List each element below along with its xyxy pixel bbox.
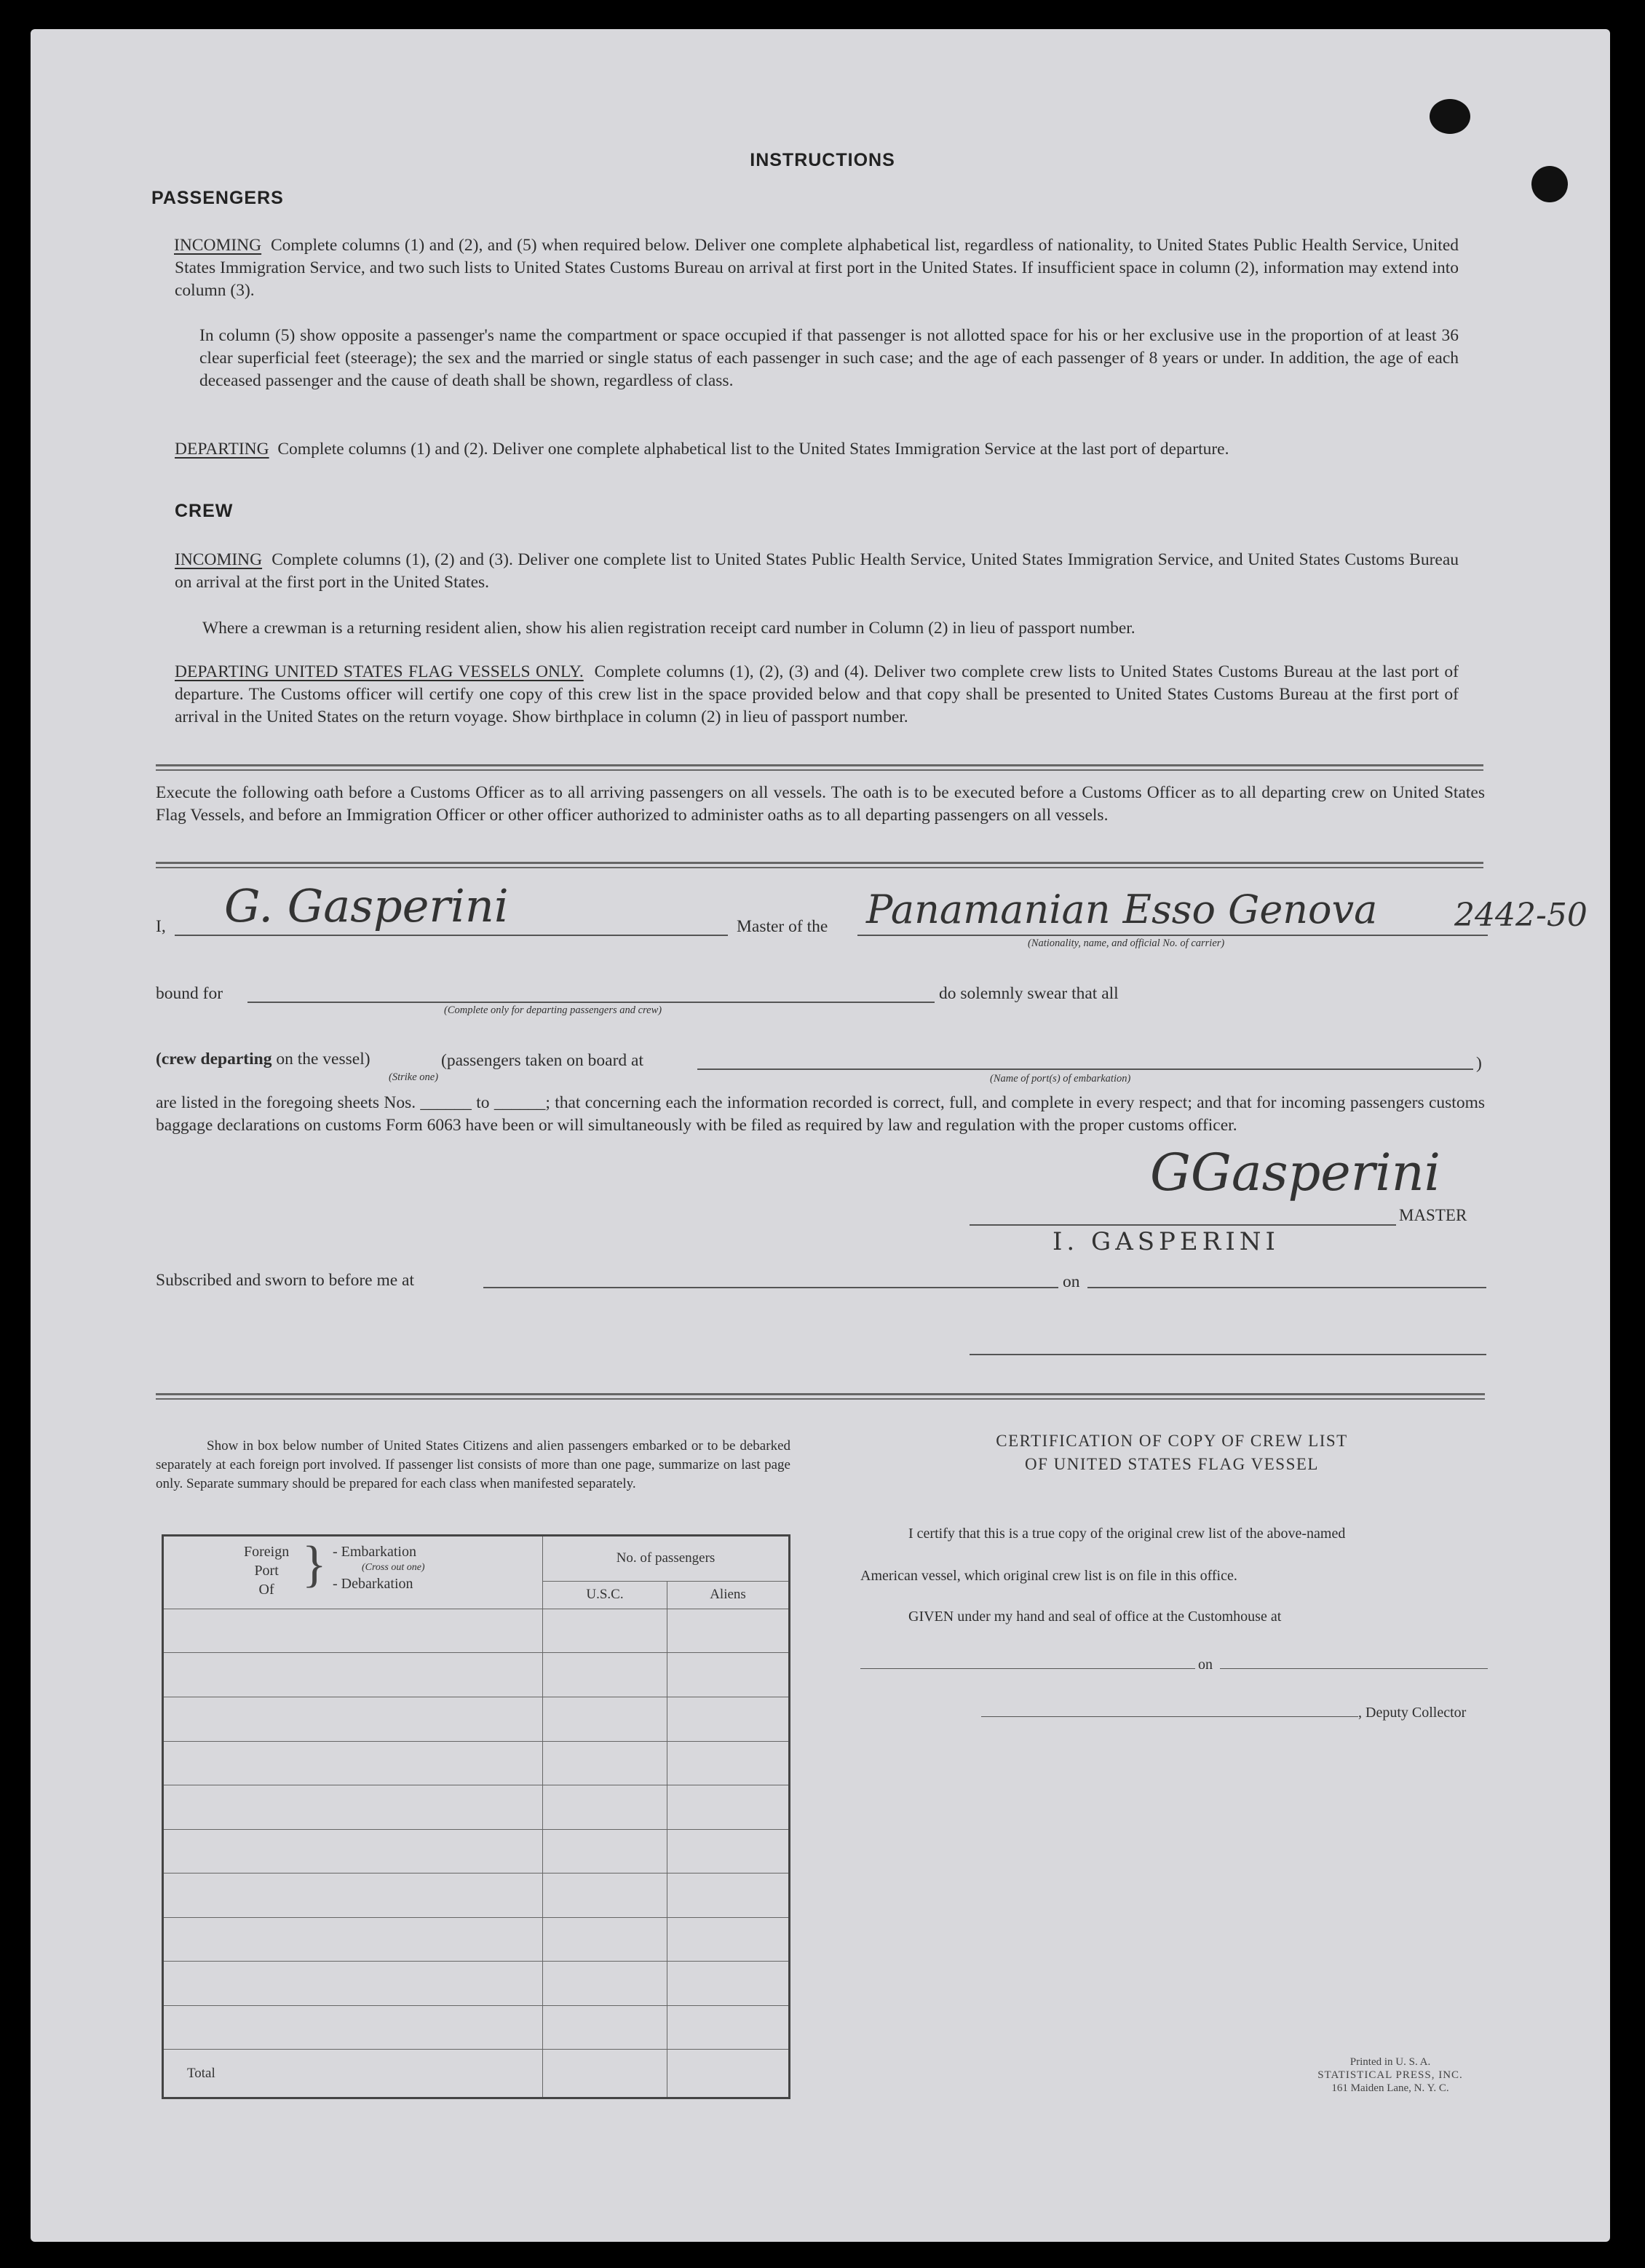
- crew-departing-strike: [156, 1048, 370, 1071]
- usc-cell[interactable]: [543, 1962, 667, 2006]
- subscribed-place-line: [483, 1287, 1058, 1288]
- certification-title: [859, 1430, 1485, 1476]
- table-row: [163, 1785, 790, 1830]
- port-cell[interactable]: [163, 1829, 543, 1874]
- usc-cell[interactable]: [543, 2005, 667, 2050]
- certification-title-line2: OF UNITED STATES FLAG VESSEL: [1025, 1455, 1319, 1473]
- passengers-departing-label: DEPARTING: [175, 440, 269, 459]
- table-row: [163, 1962, 790, 2006]
- passenger-summary-table: [162, 1534, 790, 2099]
- crew-departing-text: Complete columns (1), (2), (3) and (4). Deliver two complete crew lists to United States Customs Bureau at the last port of departure. The Customs officer will certify one copy of this crew list in the space provided below and that copy shall be presented to United States Customs Bureau at the first port of arrival in the United States on the return voyage. Show birthplace in column (2) in lieu of passport number.: [175, 662, 1459, 726]
- crew-resident-paragraph: Where a crewman is a returning resident alien, show his alien registration receipt card number in Column (2) in lieu of passport number.: [202, 619, 1135, 638]
- aliens-cell[interactable]: [667, 1609, 790, 1653]
- oath-intro: Execute the following oath before a Customs Officer as to all arriving passengers on all vessels. The oath is to be executed before a Customs Officer as to all departing crew on United States Flag Vessels, and before an Immigration Officer or other officer authorized to administer oaths as to all departing passengers on all vessels.: [156, 783, 1485, 825]
- total-row: [163, 2050, 790, 2098]
- foreign-port-header: Foreign Port Of } - Embarkation (Cross out one) - Debarkation: [163, 1536, 543, 1609]
- aliens-cell[interactable]: [667, 2005, 790, 2050]
- swear-label: do solemnly swear that all: [939, 984, 1119, 1003]
- usc-cell[interactable]: [543, 1653, 667, 1697]
- ports-caption: (Name of port(s) of embarkation): [990, 1073, 1131, 1085]
- passengers-heading: PASSENGERS: [151, 188, 284, 208]
- master-label: MASTER: [1399, 1206, 1467, 1224]
- close-paren: ): [1476, 1054, 1482, 1073]
- usc-cell[interactable]: [543, 1829, 667, 1874]
- port-label: Port: [254, 1563, 279, 1579]
- ink-blot: [1531, 166, 1568, 202]
- total-label: Total: [163, 2050, 543, 2098]
- subscribed-date-line: [1087, 1287, 1486, 1288]
- table-row: [163, 1653, 790, 1697]
- ink-blot: [1430, 99, 1470, 134]
- port-cell[interactable]: [163, 1874, 543, 1918]
- port-cell[interactable]: [163, 2005, 543, 2050]
- table-row: [163, 1609, 790, 1653]
- printer-line3: 161 Maiden Lane, N. Y. C.: [1331, 2082, 1449, 2094]
- table-row: [163, 1741, 790, 1785]
- instructions-title: INSTRUCTIONS: [750, 150, 895, 170]
- deputy-collector-line: [981, 1716, 1358, 1717]
- foreign-label: Foreign: [244, 1544, 290, 1560]
- printer-imprint: [1237, 2055, 1543, 2095]
- passengers-departing-text: Complete columns (1) and (2). Deliver one complete alphabetical list to the United States Immigration Service at the last port of departure.: [277, 440, 1229, 459]
- port-cell[interactable]: [163, 1741, 543, 1785]
- table-row: [163, 1697, 790, 1742]
- port-cell[interactable]: [163, 1653, 543, 1697]
- deputy-collector-label: , Deputy Collector: [1358, 1705, 1467, 1721]
- printed-name-handwritten: I. GASPERINI: [1053, 1227, 1280, 1256]
- divider: [156, 862, 1483, 868]
- certification-date-line: [1220, 1668, 1488, 1669]
- crew-incoming-label: INCOMING: [175, 550, 263, 569]
- aliens-cell[interactable]: [667, 1829, 790, 1874]
- port-cell[interactable]: [163, 1697, 543, 1742]
- listed-paragraph: are listed in the foregoing sheets Nos. ______ to ______; that concerning each the information recorded is correct, full, and complete in every respect; and that for incoming passengers customs baggage declarations on customs Form 6063 have been or will simultaneously with be filed as required by law and regulation with the proper customs officer.: [156, 1093, 1485, 1135]
- passengers-incoming-label: INCOMING: [174, 236, 262, 255]
- usc-cell[interactable]: [543, 1917, 667, 1962]
- total-usc-cell[interactable]: [543, 2050, 667, 2098]
- master-signature-line: [970, 1224, 1396, 1226]
- embarkation-label: - Embarkation: [333, 1544, 416, 1560]
- no-passengers-header: No. of passengers: [543, 1536, 790, 1582]
- table-row: [163, 2005, 790, 2050]
- total-aliens-cell[interactable]: [667, 2050, 790, 2098]
- usc-cell[interactable]: [543, 1609, 667, 1653]
- usc-cell[interactable]: [543, 1785, 667, 1830]
- printer-line1: Printed in U. S. A.: [1349, 2056, 1431, 2068]
- divider: [156, 764, 1483, 771]
- cross-out-label: (Cross out one): [362, 1562, 425, 1573]
- master-name-line: [175, 935, 728, 936]
- aliens-cell[interactable]: [667, 1962, 790, 2006]
- officer-signature-line: [970, 1354, 1486, 1355]
- bound-for-label: bound for: [156, 984, 223, 1003]
- certification-title-line1: CERTIFICATION OF COPY OF CREW LIST: [996, 1432, 1348, 1450]
- passenger-box-instructions: Show in box below number of United States Citizens and alien passengers embarked or to be debarked separately at each foreign port involved. If passenger list consists of more than one page, summarize on last page only. Separate summary should be prepared for each class when manifested separately.: [156, 1438, 790, 1491]
- table-row: [163, 1917, 790, 1962]
- on-vessel-label: on the vessel): [276, 1050, 370, 1068]
- customhouse-line: [860, 1668, 1195, 1669]
- aliens-cell[interactable]: [667, 1653, 790, 1697]
- port-cell[interactable]: [163, 1917, 543, 1962]
- debarkation-label: - Debarkation: [333, 1576, 413, 1592]
- certification-on-label: on: [1198, 1657, 1213, 1673]
- aliens-header: Aliens: [667, 1581, 790, 1609]
- certify-text-1: I certify that this is a true copy of the original crew list of the above-named: [908, 1526, 1346, 1542]
- passengers-taken-label: (passengers taken on board at: [441, 1051, 643, 1070]
- master-name-handwritten: G. Gasperini: [224, 879, 509, 932]
- port-cell[interactable]: [163, 1962, 543, 2006]
- table-row: [163, 1829, 790, 1874]
- passengers-incoming-text: Complete columns (1) and (2), and (5) when required below. Deliver one complete alphabetical list, regardless of nationality, to United States Public Health Service, United States Immigration Service, and two such lists to United States Customs Bureau on arrival at first port in the United States. If insufficient space in column (2), information may extend into column (3).: [175, 236, 1459, 300]
- port-cell[interactable]: [163, 1609, 543, 1653]
- oath-i-label: I,: [156, 917, 166, 936]
- official-number-handwritten: 2442-50: [1454, 897, 1587, 934]
- passengers-departing-paragraph: [175, 438, 1459, 461]
- crew-incoming-text: Complete columns (1), (2) and (3). Deliver one complete list to United States Public Health Service, United States Immigration Service, and United States Customs Bureau on arrival at the first port in the United States.: [175, 550, 1459, 592]
- certify-text-2: American vessel, which original crew list is on file in this office.: [860, 1568, 1237, 1584]
- signature-handwritten: GGasperini: [1150, 1143, 1441, 1202]
- master-of-label: Master of the: [737, 917, 828, 936]
- of-label: Of: [258, 1582, 274, 1598]
- usc-cell[interactable]: [543, 1741, 667, 1785]
- ports-line: [697, 1068, 1473, 1070]
- usc-cell[interactable]: [543, 1874, 667, 1918]
- subscribed-label: Subscribed and sworn to before me at: [156, 1271, 415, 1290]
- crew-departing-label: DEPARTING UNITED STATES FLAG VESSELS ONLY.: [175, 662, 584, 681]
- bound-for-caption: (Complete only for departing passengers and crew): [444, 1004, 662, 1016]
- passengers-incoming-paragraph: [175, 234, 1459, 302]
- crew-heading: CREW: [175, 501, 234, 521]
- printer-line2: STATISTICAL PRESS, INC.: [1317, 2069, 1463, 2081]
- aliens-cell[interactable]: [667, 1741, 790, 1785]
- table-row: [163, 1874, 790, 1918]
- bound-for-line: [247, 1002, 935, 1003]
- crew-incoming-paragraph: [175, 549, 1459, 594]
- divider: [156, 1393, 1485, 1400]
- crew-departing-label: (crew departing: [156, 1050, 272, 1068]
- usc-header: U.S.C.: [543, 1581, 667, 1609]
- aliens-cell[interactable]: [667, 1874, 790, 1918]
- aliens-cell[interactable]: [667, 1785, 790, 1830]
- crew-departing-paragraph: [175, 661, 1459, 729]
- aliens-cell[interactable]: [667, 1697, 790, 1742]
- strike-caption: (Strike one): [389, 1071, 439, 1083]
- port-cell[interactable]: [163, 1785, 543, 1830]
- given-text: GIVEN under my hand and seal of office at the Customhouse at: [908, 1609, 1282, 1625]
- subscribed-on-label: on: [1063, 1272, 1080, 1291]
- usc-cell[interactable]: [543, 1697, 667, 1742]
- vessel-handwritten: Panamanian Esso Genova: [866, 887, 1378, 932]
- passengers-column5-paragraph: In column (5) show opposite a passenger's name the compartment or space occupied if that passenger is not allotted space for his or her exclusive use in the proportion of at least 36 clear superficial feet (steerage); the sex and the married or single status of each passenger in such case; and the age of each passenger of 8 years or under. In addition, the age of each deceased passenger and the cause of death shall be shown, regardless of class.: [199, 326, 1459, 390]
- vessel-line: [857, 935, 1488, 936]
- aliens-cell[interactable]: [667, 1917, 790, 1962]
- vessel-caption: (Nationality, name, and official No. of carrier): [1028, 937, 1225, 949]
